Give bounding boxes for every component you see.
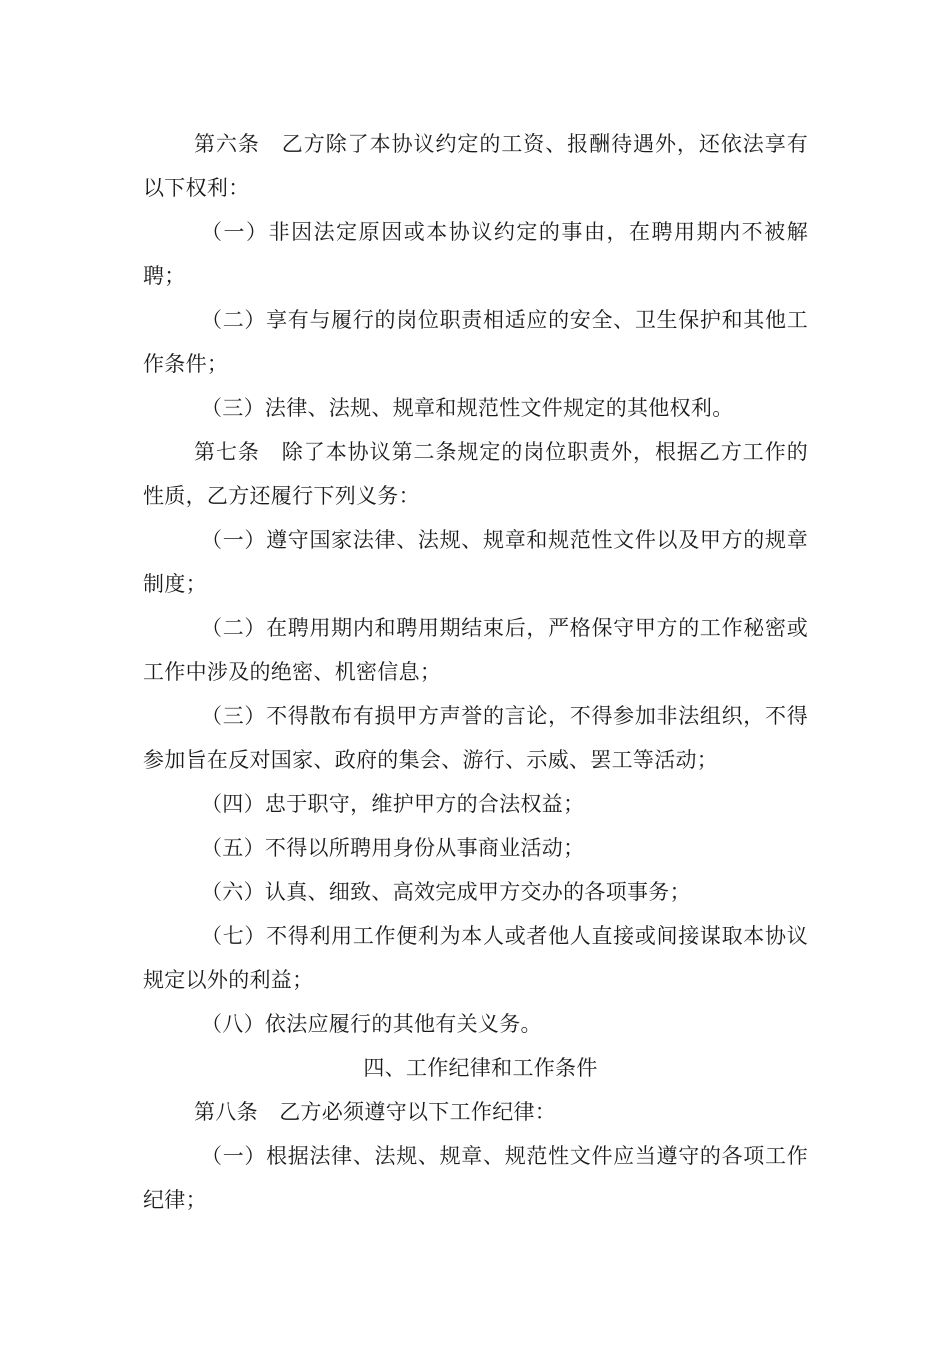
article-7-item-8: （八）依法应履行的其他有关义务。 — [201, 1012, 542, 1036]
article-7-item-4: （四）忠于职守，维护甲方的合法权益； — [201, 792, 585, 816]
document-body — [143, 122, 808, 1222]
article-6-paragraph: 第六条 乙方除了本协议约定的工资、报酬待遇外，还依法享有以下权利： — [143, 132, 808, 200]
article-7-item-2: （二）在聘用期内和聘用期结束后，严格保守甲方的工作秘密或工作中涉及的绝密、机密信息； — [143, 616, 808, 684]
article-6-item-3: （三）法律、法规、规章和规范性文件规定的其他权利。 — [201, 396, 734, 420]
article-7-item-3: （三）不得散布有损甲方声誉的言论，不得参加非法组织，不得参加旨在反对国家、政府的集会、游行、示威、罢工等活动； — [143, 704, 808, 772]
article-6-item-2: （二）享有与履行的岗位职责相适应的安全、卫生保护和其他工作条件； — [143, 308, 808, 376]
article-7-paragraph: 第七条 除了本协议第二条规定的岗位职责外，根据乙方工作的性质，乙方还履行下列义务： — [143, 440, 808, 508]
article-6-item-1: （一）非因法定原因或本协议约定的事由，在聘用期内不被解聘； — [143, 220, 808, 288]
article-8-paragraph: 第八条 乙方必须遵守以下工作纪律： — [194, 1100, 557, 1124]
article-8-item-1: （一）根据法律、法规、规章、规范性文件应当遵守的各项工作纪律； — [143, 1144, 808, 1212]
article-7-item-5: （五）不得以所聘用身份从事商业活动； — [201, 836, 585, 860]
article-7-item-7: （七）不得利用工作便利为本人或者他人直接或间接谋取本协议规定以外的利益； — [143, 924, 808, 992]
section-heading: 四、工作纪律和工作条件 — [363, 1056, 598, 1080]
article-7-item-6: （六）认真、细致、高效完成甲方交办的各项事务； — [201, 880, 691, 904]
article-7-item-1: （一）遵守国家法律、法规、规章和规范性文件以及甲方的规章制度； — [143, 528, 808, 596]
